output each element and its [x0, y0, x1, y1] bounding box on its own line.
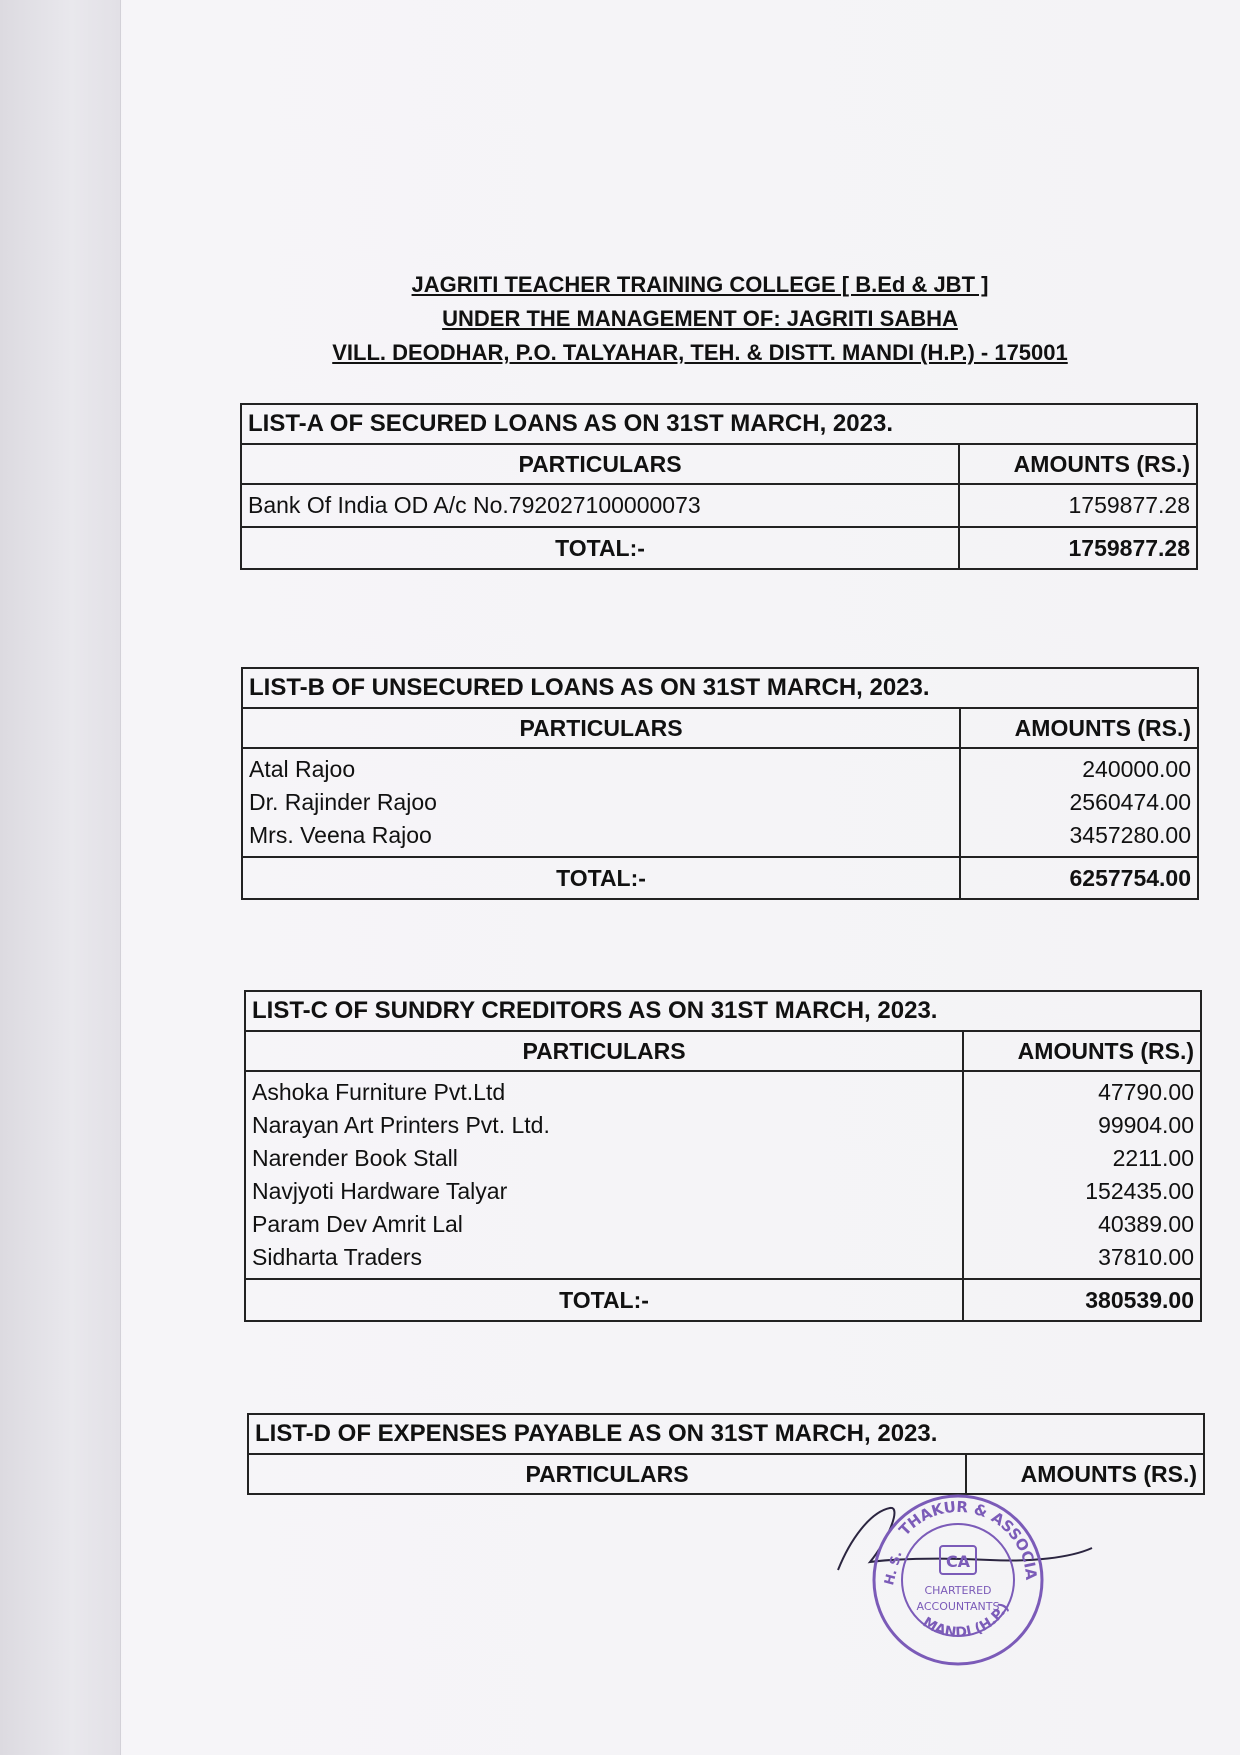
list-item: Sidharta Traders	[252, 1244, 423, 1270]
list-c-table	[244, 990, 1202, 1322]
amounts-header: AMOUNTS (RS.)	[960, 708, 1198, 748]
list-item-amount: 47790.00	[1098, 1079, 1194, 1105]
ca-stamp	[868, 1490, 1048, 1670]
list-c-items	[245, 1071, 963, 1279]
stamp-left-text: H. S.	[882, 1549, 906, 1587]
amounts-header: AMOUNTS (RS.)	[959, 444, 1197, 484]
amounts-header: AMOUNTS (RS.)	[963, 1031, 1201, 1071]
list-item-amount: 99904.00	[1098, 1112, 1194, 1138]
list-item-amount: 1759877.28	[1068, 492, 1190, 518]
binding-edge	[0, 0, 121, 1755]
list-item: Dr. Rajinder Rajoo	[249, 789, 437, 815]
list-d-title: LIST-D OF EXPENSES PAYABLE AS ON 31ST MARCH, 2023.	[248, 1414, 1204, 1454]
list-item: Param Dev Amrit Lal	[252, 1211, 463, 1237]
list-item: Atal Rajoo	[249, 756, 356, 782]
header-line-1: JAGRITI TEACHER TRAINING COLLEGE [ B.Ed & JBT ]	[411, 272, 989, 297]
particulars-header: PARTICULARS	[242, 708, 960, 748]
list-item: Narayan Art Printers Pvt. Ltd.	[252, 1112, 550, 1138]
list-a-amounts	[959, 484, 1197, 527]
stamp-top-text: THAKUR & ASSOCIA	[895, 1497, 1041, 1580]
list-c-total: 380539.00	[963, 1279, 1201, 1321]
list-item: Navjyoti Hardware Talyar	[252, 1178, 508, 1204]
total-label: TOTAL:-	[242, 857, 960, 899]
list-item: Bank Of India OD A/c No.792027100000073	[248, 492, 701, 518]
list-a-total: 1759877.28	[959, 527, 1197, 569]
list-item-amount: 2211.00	[1112, 1145, 1194, 1171]
amounts-header: AMOUNTS (RS.)	[966, 1454, 1204, 1494]
list-b-amounts	[960, 748, 1198, 857]
stamp-bottom-text: MANDI (H.P.)	[919, 1600, 1013, 1642]
stamp-inner-line-2: ACCOUNTANTS	[916, 1600, 1000, 1613]
list-c-amounts	[963, 1071, 1201, 1279]
particulars-header: PARTICULARS	[248, 1454, 966, 1494]
document-header	[240, 268, 1160, 370]
list-item-amount: 2560474.00	[1069, 789, 1191, 815]
list-item: Ashoka Furniture Pvt.Ltd	[252, 1079, 506, 1105]
header-line-3: VILL. DEODHAR, P.O. TALYAHAR, TEH. & DISTT. MANDI (H.P.) - 175001	[332, 340, 1068, 365]
ca-logo-icon: CA	[945, 1552, 971, 1571]
list-c-title: LIST-C OF SUNDRY CREDITORS AS ON 31ST MARCH, 2023.	[245, 991, 1201, 1031]
list-b-total: 6257754.00	[960, 857, 1198, 899]
stamp-inner-line-1: CHARTERED	[924, 1584, 992, 1597]
list-d-table	[247, 1413, 1205, 1495]
list-item: Mrs. Veena Rajoo	[249, 822, 432, 848]
list-a-table	[240, 403, 1198, 570]
list-item: Narender Book Stall	[252, 1145, 458, 1171]
list-item-amount: 240000.00	[1082, 756, 1191, 782]
list-item-amount: 3457280.00	[1069, 822, 1191, 848]
list-a-title: LIST-A OF SECURED LOANS AS ON 31ST MARCH, 2023.	[241, 404, 1197, 444]
total-label: TOTAL:-	[241, 527, 959, 569]
list-b-title: LIST-B OF UNSECURED LOANS AS ON 31ST MARCH, 2023.	[242, 668, 1198, 708]
header-line-2: UNDER THE MANAGEMENT OF: JAGRITI SABHA	[442, 306, 958, 331]
particulars-header: PARTICULARS	[241, 444, 959, 484]
list-a-items	[241, 484, 959, 527]
particulars-header: PARTICULARS	[245, 1031, 963, 1071]
list-b-items	[242, 748, 960, 857]
list-item-amount: 37810.00	[1098, 1244, 1194, 1270]
list-b-table	[241, 667, 1199, 900]
total-label: TOTAL:-	[245, 1279, 963, 1321]
list-item-amount: 40389.00	[1098, 1211, 1194, 1237]
list-item-amount: 152435.00	[1085, 1178, 1194, 1204]
